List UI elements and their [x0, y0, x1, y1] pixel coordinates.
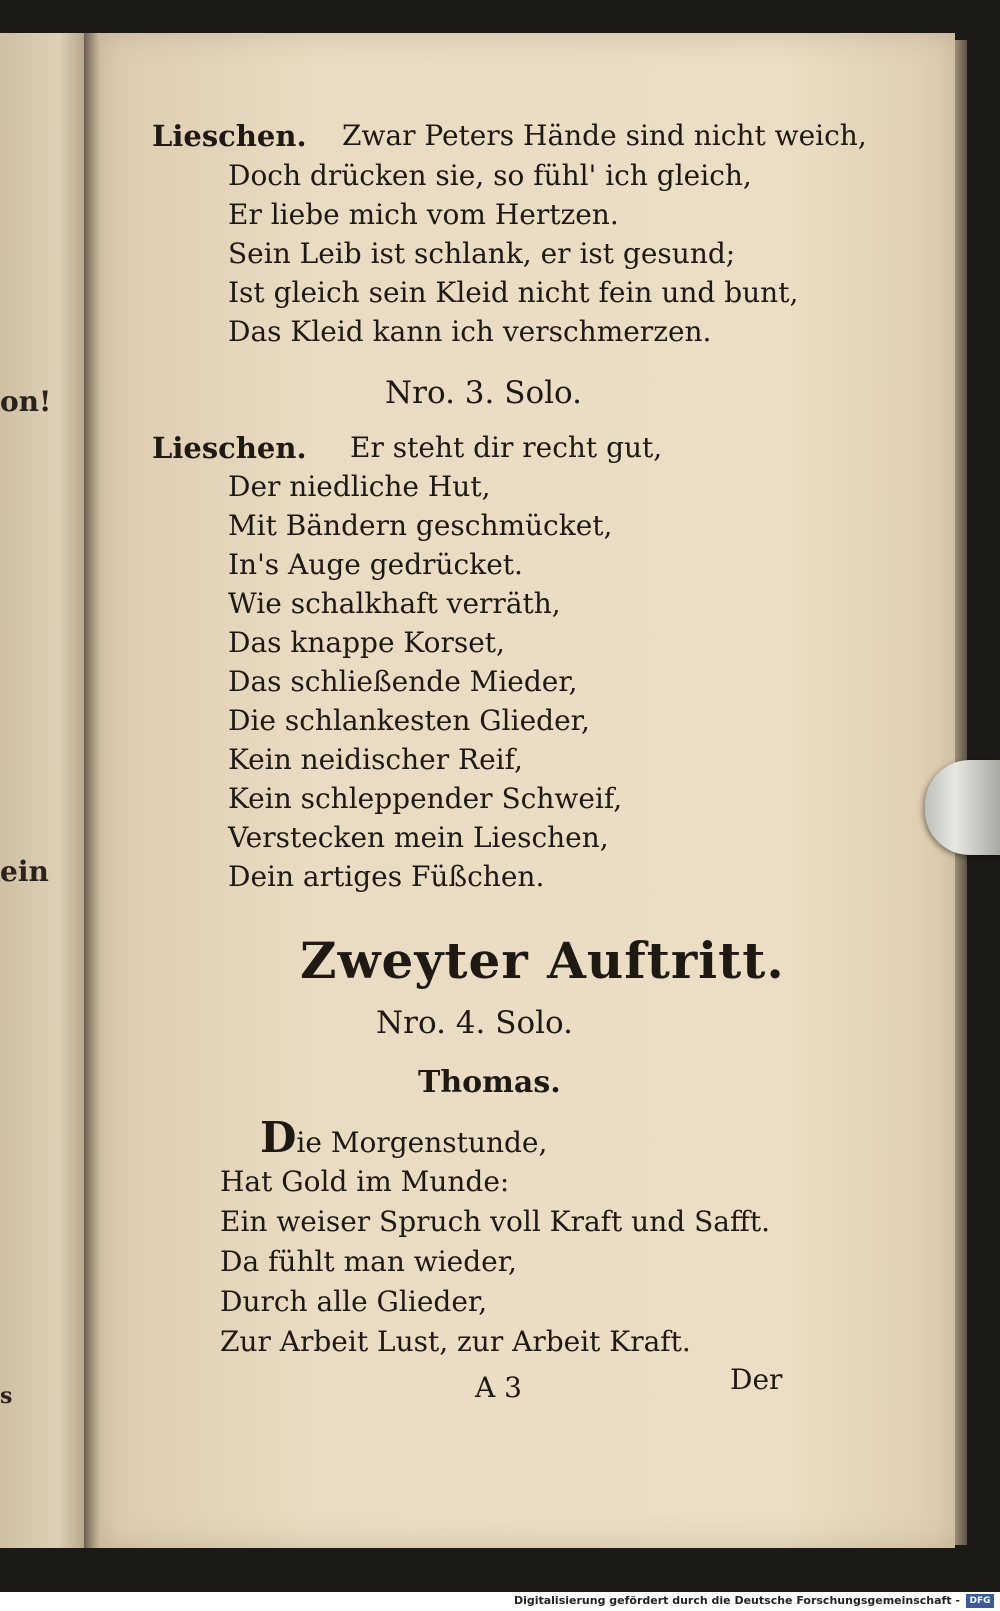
- verse-line: Doch drücken sie, so fühl' ich gleich,: [228, 159, 752, 192]
- verse-line: Zwar Peters Hände sind nicht weich,: [342, 119, 867, 152]
- verse-line: Er steht dir recht gut,: [350, 431, 663, 464]
- catchword: Der: [730, 1363, 783, 1396]
- digitization-footer: [0, 1592, 1000, 1611]
- verse-line: Kein schleppender Schweif,: [228, 782, 623, 815]
- verse-line: Das Kleid kann ich verschmerzen.: [228, 315, 712, 348]
- verse-line: Ein weiser Spruch voll Kraft und Safft.: [220, 1205, 770, 1238]
- section-heading: Nro. 4. Solo.: [376, 1005, 573, 1041]
- speaker-name: Lieschen.: [152, 119, 307, 153]
- verse-line: Der niedliche Hut,: [228, 470, 491, 503]
- verse-line: Da fühlt man wieder,: [220, 1245, 517, 1278]
- left-page-fragment: s: [0, 1383, 13, 1409]
- signature-mark: A 3: [475, 1371, 522, 1404]
- verse-line: Das schließende Mieder,: [228, 665, 578, 698]
- section-heading: Nro. 3. Solo.: [385, 375, 582, 411]
- left-page: [0, 33, 84, 1548]
- verse-line: Wie schalkhaft verräth,: [228, 587, 561, 620]
- left-page-fragment: on!: [0, 385, 52, 418]
- verse-line: Mit Bändern geschmücket,: [228, 509, 613, 542]
- book-gutter: [84, 33, 100, 1548]
- verse-line: In's Auge gedrücket.: [228, 548, 523, 581]
- verse-line: Kein neidischer Reif,: [228, 743, 523, 776]
- verse-line: Verstecken mein Lieschen,: [228, 821, 609, 854]
- verse-line: Das knappe Korset,: [228, 626, 505, 659]
- speaker-name: Thomas.: [418, 1065, 561, 1100]
- book-page: [100, 33, 955, 1548]
- verse-line-first: [260, 1113, 547, 1162]
- scene-heading: Zweyter Auftritt.: [300, 931, 785, 990]
- left-page-fragment: ein: [0, 855, 49, 888]
- verse-line: Zur Arbeit Lust, zur Arbeit Kraft.: [220, 1325, 691, 1358]
- drop-cap: D: [260, 1113, 297, 1162]
- verse-line: Er liebe mich vom Hertzen.: [228, 198, 619, 231]
- verse-line: Durch alle Glieder,: [220, 1285, 488, 1318]
- footer-text: Digitalisierung gefördert durch die Deutsche Forschungsgemeinschaft -: [513, 1594, 960, 1607]
- verse-line: Sein Leib ist schlank, er ist gesund;: [228, 237, 736, 270]
- verse-line-rest: ie Morgenstunde,: [296, 1126, 548, 1159]
- verse-line: Hat Gold im Munde:: [220, 1165, 510, 1198]
- verse-line: Ist gleich sein Kleid nicht fein und bunt,: [228, 276, 799, 309]
- dfg-logo: DFG: [966, 1594, 994, 1608]
- verse-line: Die schlankesten Glieder,: [228, 704, 590, 737]
- speaker-name: Lieschen.: [152, 431, 307, 465]
- verse-line: Dein artiges Füßchen.: [228, 860, 545, 893]
- page-clip: [925, 760, 1000, 855]
